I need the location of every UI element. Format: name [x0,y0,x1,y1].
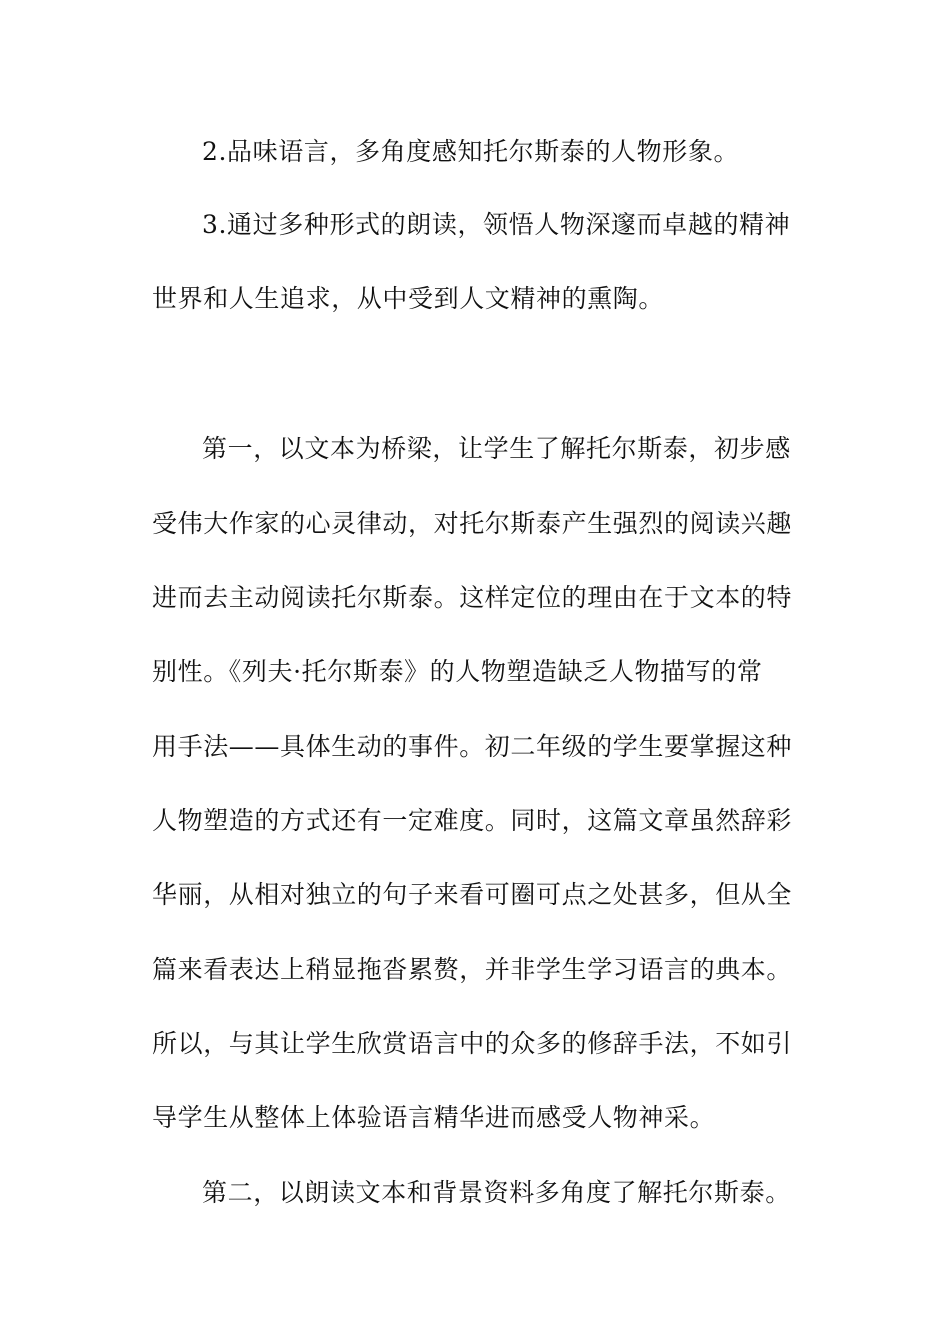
objective-3-line-1: 3.通过多种形式的朗读，领悟人物深邃而卓越的精神 [202,210,791,239]
paragraph-1-line: 别性。《列夫·托尔斯泰》的人物塑造缺乏人物描写的常 [152,657,763,686]
objective-3-line-2: 世界和人生追求，从中受到人文精神的熏陶。 [152,284,665,313]
paragraph-1-line: 第一，以文本为桥梁，让学生了解托尔斯泰，初步感 [202,434,791,463]
paragraph-1-line: 导学生从整体上体验语言精华进而感受人物神采。 [152,1103,716,1132]
paragraph-1-line: 进而去主动阅读托尔斯泰。这样定位的理由在于文本的特 [152,583,793,612]
paragraph-1-line: 用手法——具体生动的事件。初二年级的学生要掌握这种 [152,732,793,761]
paragraph-1-line: 受伟大作家的心灵律动，对托尔斯泰产生强烈的阅读兴趣 [152,509,793,538]
paragraph-2-line: 第二，以朗读文本和背景资料多角度了解托尔斯泰。 [202,1178,791,1207]
objective-2: 2.品味语言，多角度感知托尔斯泰的人物形象。 [202,137,740,166]
paragraph-1-line: 所以，与其让学生欣赏语言中的众多的修辞手法，不如引 [152,1029,793,1058]
paragraph-1-line: 篇来看表达上稍显拖沓累赘，并非学生学习语言的典本。 [152,955,793,984]
paragraph-1-line: 人物塑造的方式还有一定难度。同时，这篇文章虽然辞彩 [152,806,793,835]
paragraph-1-line: 华丽，从相对独立的句子来看可圈可点之处甚多，但从全 [152,880,793,909]
